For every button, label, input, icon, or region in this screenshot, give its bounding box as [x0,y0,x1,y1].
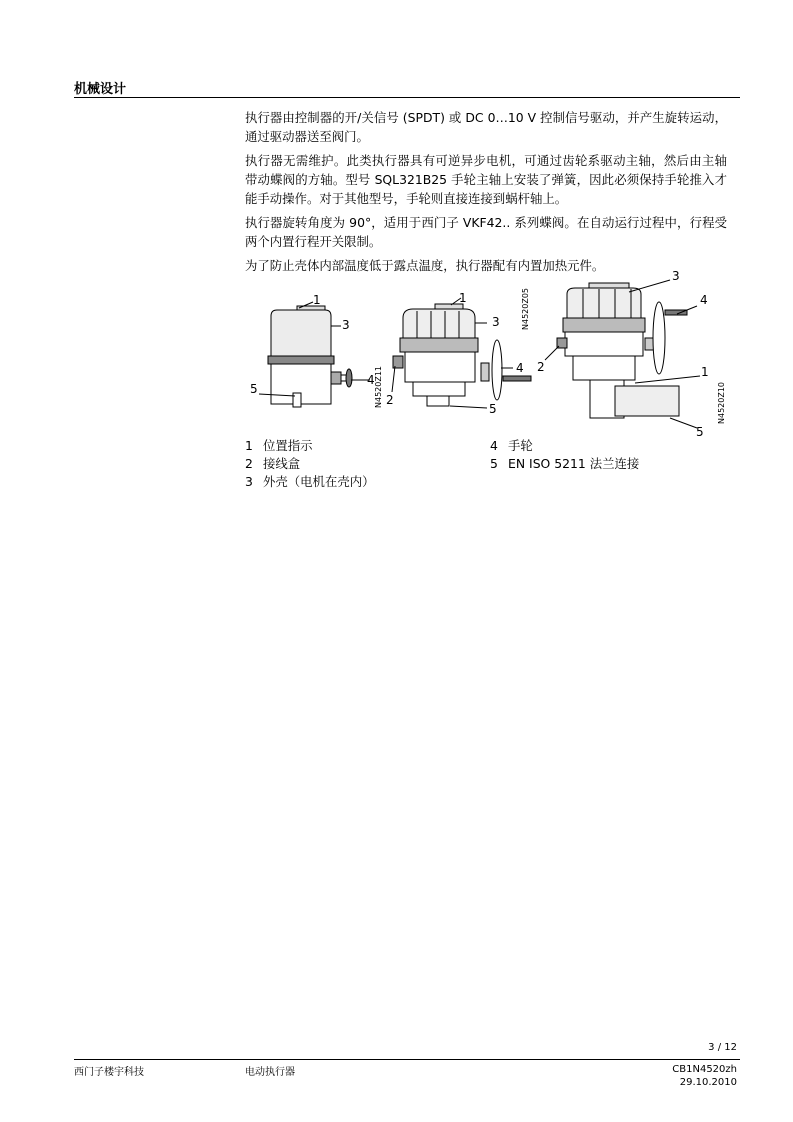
legend-text: 手轮 [508,438,533,453]
page-number: 3 / 12 [708,1042,737,1053]
footer-company: 西门子楼宇科技 [74,1067,144,1078]
legend-item [245,437,375,455]
figure-code-1: N4520Z11 [374,365,383,408]
callout-5: 5 [250,382,258,396]
callout-1: 1 [459,291,467,305]
callout-3: 3 [492,315,500,329]
legend-left [245,437,375,491]
callout-4: 4 [367,373,375,387]
legend-item [490,437,639,455]
legend-text: EN ISO 5211 法兰连接 [508,456,640,471]
paragraph-maintenance: 执行器无需维护。此类执行器具有可逆异步电机，可通过齿轮系驱动主轴，然后由主轴带动蝶阀的方轴。型号 SQL321B25 手轮主轴上安装了弹簧，因此必须保持手轮推入才能手动操作。对于其他型号，手轮则直接连接到蜗杆轴上。 [245,153,727,206]
actuator-drawing-medium [392,298,531,408]
callout-5: 5 [696,425,704,438]
legend-number: 3 [245,474,253,489]
actuator-drawing-small [259,302,370,407]
legend-number: 1 [245,438,253,453]
callout-4: 4 [516,361,524,375]
footer-product: 电动执行器 [245,1067,295,1078]
legend-right [490,437,639,473]
callout-3: 3 [672,269,680,283]
callout-1: 1 [313,293,321,307]
actuator-drawings [245,268,735,438]
callout-2: 2 [537,360,545,374]
document-id: CB1N4520zh [672,1064,737,1075]
paragraph-heater: 为了防止壳体内部温度低于露点温度，执行器配有内置加热元件。 [245,258,605,273]
document-date: 29.10.2010 [679,1077,737,1088]
figure-code-3: N4520Z10 [717,381,726,424]
callout-1: 1 [701,365,709,379]
callout-2: 2 [386,393,394,407]
actuator-figure [245,268,735,438]
paragraph-rotation: 执行器旋转角度为 90°，适用于西门子 VKF42.. 系列蝶阀。在自动运行过程中，行程受两个内置行程开关限制。 [245,215,727,249]
footer-doc-info [672,1063,737,1089]
callout-5: 5 [489,402,497,416]
section-title: 机械设计 [74,82,127,97]
callout-3: 3 [342,318,350,332]
callout-4: 4 [700,293,708,307]
legend-text: 外壳（电机在壳内） [263,474,375,489]
legend-item [245,473,375,491]
legend-number: 4 [490,438,498,453]
legend-number: 5 [490,456,498,471]
legend-item [490,455,639,473]
paragraph-signal: 执行器由控制器的开/关信号 (SPDT) 或 DC 0…10 V 控制信号驱动，并产生旋转运动，通过驱动器送至阀门。 [245,110,727,144]
figure-code-2: N4520Z05 [521,287,530,330]
title-divider [74,97,740,98]
legend-text: 位置指示 [263,438,313,453]
actuator-drawing-large [545,280,700,428]
body-text [245,108,727,280]
legend-number: 2 [245,456,253,471]
legend-text: 接线盒 [263,456,301,471]
legend-item [245,455,375,473]
footer-divider [74,1059,740,1060]
